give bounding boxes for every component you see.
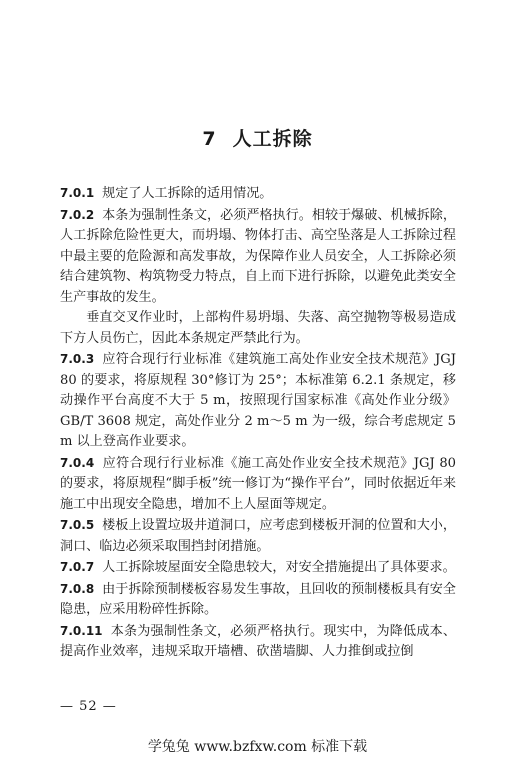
clause-number: 7.0.8 <box>60 581 95 596</box>
chapter-number: 7 <box>202 128 217 150</box>
paragraph-7-0-5 <box>60 515 456 557</box>
clause-number: 7.0.4 <box>60 455 95 470</box>
clause-text: 人工拆除坡屋面安全隐患较大，对安全措施提出了具体要求。 <box>102 560 456 575</box>
clause-text: 应符合现行行业标准《建筑施工高处作业安全技术规范》JGJ 80 的要求，将原规程 30°修订为 25°；本标准第 6.2.1 条规定，移动操作平台高度不大于 5 m，按照现行国家标准《高处作业分级》GB/T 3608 规定，高处作业分 2 m～5 m 为一级，综合考虑规定 5 m 以上登高作业要求。 <box>60 352 456 449</box>
clause-text: 本条为强制性条文，必须严格执行。相较于爆破、机械拆除，人工拆除危险性更大，而坍塌、物体打击、高空坠落是人工拆除过程中最主要的危险源和高发事故，为保障作业人员安全，人工拆除必须结合建筑物、构筑物受力特点，自上而下进行拆除，以避免此类安全生产事故的发生。 <box>60 207 456 305</box>
clause-text: 垂直交叉作业时，上部构件易坍塌、失落、高空抛物等极易造成下方人员伤亡，因此本条规定严禁此行为。 <box>60 310 456 346</box>
clause-text: 本条为强制性条文，必须严格执行。现实中，为降低成本、提高作业效率，违规采取开墙槽、砍凿墙脚、人力推倒或拉倒 <box>60 623 456 659</box>
clause-number: 7.0.2 <box>60 207 95 222</box>
paragraph-7-0-8 <box>60 579 456 621</box>
clause-text: 规定了人工拆除的适用情况。 <box>102 186 273 201</box>
paragraph-7-0-2 <box>60 205 456 309</box>
clause-number: 7.0.1 <box>60 186 95 200</box>
clause-text: 应符合现行行业标准《施工高处作业安全技术规范》JGJ 80 的要求，将原规程“脚手板”统一修订为“操作平台”，同时依据近年来施工中出现安全隐患，增加不上人屋面等规定。 <box>60 455 456 512</box>
paragraph-7-0-4 <box>60 453 456 516</box>
clause-number: 7.0.5 <box>60 518 95 532</box>
chapter-title <box>0 124 515 151</box>
paragraph-7-0-2-continued <box>60 308 456 349</box>
clause-text: 由于拆除预制楼板容易发生事故，且回收的预制楼板具有安全隐患，应采用粉碎性拆除。 <box>60 581 456 617</box>
clause-text: 楼板上设置垃圾井道洞口，应考虑到楼板开洞的位置和大小，洞口、临边必须采取围挡封闭措施。 <box>60 518 456 554</box>
paragraph-7-0-1 <box>60 183 456 205</box>
page-number: — 52 — <box>60 699 117 714</box>
chapter-title-text: 人工拆除 <box>232 128 313 150</box>
clause-number: 7.0.11 <box>60 623 103 638</box>
clause-number: 7.0.7 <box>60 560 95 574</box>
clause-number: 7.0.3 <box>60 352 95 366</box>
paragraph-7-0-11 <box>60 621 456 663</box>
paragraph-7-0-3 <box>60 349 456 453</box>
watermark-footer: 学兔兔 www.bzfxw.com 标准下载 <box>147 739 368 755</box>
paragraph-7-0-7 <box>60 557 456 579</box>
document-body <box>60 183 456 663</box>
